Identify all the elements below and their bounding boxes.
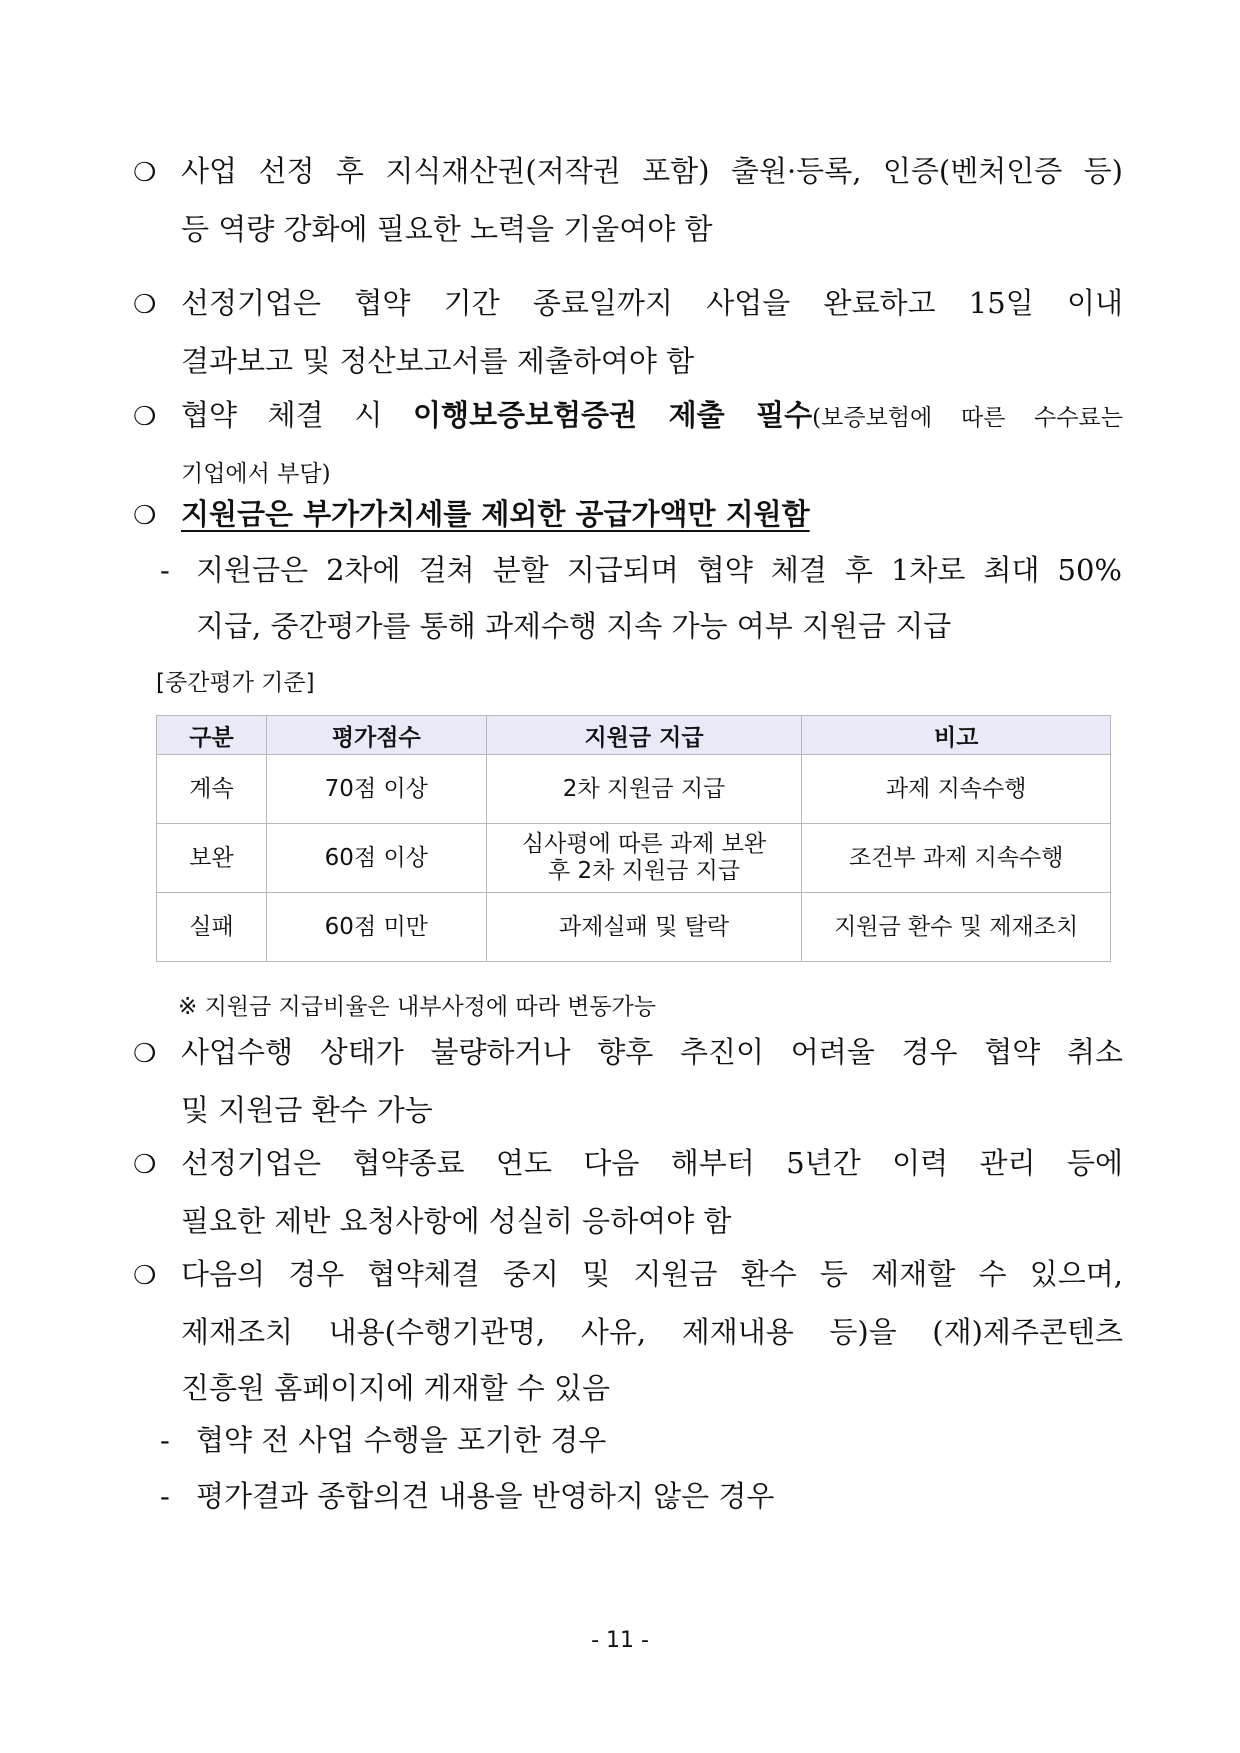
table-cell: 70점 이상 [266, 755, 486, 824]
table-cell: 조건부 과제 지속수행 [802, 824, 1111, 893]
table-cell [486, 755, 802, 824]
evaluation-criteria-table [156, 715, 1111, 962]
column-header: 구분 [157, 716, 267, 755]
paragraph-text: 진흥원 홈페이지에 게재할 수 있음 [181, 1371, 611, 1405]
paragraph-text: 및 지원금 환수 가능 [181, 1093, 433, 1127]
column-header: 지원금 지급 [486, 716, 802, 755]
paragraph-text: 지급, 중간평가를 통해 과제수행 지속 가능 여부 지원금 지급 [196, 609, 952, 643]
circle-bullet-icon: ❍ [133, 1150, 157, 1180]
paragraph-text: 결과보고 및 정산보고서를 제출하여야 함 [181, 344, 695, 378]
dash-marker: - [160, 1423, 170, 1457]
cell-text: 2차 지원금 지급 [562, 775, 726, 802]
table-row [157, 893, 1111, 962]
paragraph-text: 필요한 제반 요청사항에 성실히 응하여야 함 [181, 1204, 732, 1238]
table-cell: 60점 이상 [266, 824, 486, 893]
paragraph-text: 제재조치 내용(수행기관명, 사유, 제재내용 등)을 (재)제주콘텐츠 [181, 1315, 1123, 1349]
dash-item-opinion [160, 1468, 1122, 1524]
paragraph-text: 선정기업은 협약 기간 종료일까지 사업을 완료하고 15일 이내 [181, 286, 1123, 320]
circle-bullet-icon: ❍ [133, 290, 157, 320]
bullet-paragraph-insurance [133, 387, 1123, 502]
page-number: - 11 - [591, 1628, 649, 1653]
table-note: ※ 지원금 지급비율은 내부사정에 따라 변동가능 [178, 994, 656, 1020]
paragraph-text: 평가결과 종합의견 내용을 반영하지 않은 경우 [196, 1479, 775, 1513]
bullet-paragraph-completion [133, 275, 1123, 389]
underlined-emphasis-text: 지원금은 부가가치세를 제외한 공급가액만 지원함 [181, 497, 810, 531]
circle-bullet-icon: ❍ [133, 1039, 157, 1069]
circle-bullet-icon: ❍ [133, 1261, 157, 1291]
dash-paragraph-payment [160, 542, 1122, 654]
note-text: (보증보험에 따른 수수료는 [812, 405, 1123, 431]
table-cell [486, 893, 802, 962]
emphasis-text: 이행보증보험증권 제출 필수 [412, 398, 813, 432]
paragraph-text: 지원금은 2차에 걸쳐 분할 지급되며 협약 체결 후 1차로 최대 50% [196, 553, 1122, 587]
table-header-row [157, 716, 1111, 755]
table-cell: 지원금 환수 및 제재조치 [802, 893, 1111, 962]
cell-text: 과제실패 및 탈락 [558, 913, 730, 940]
table-cell: 실패 [157, 893, 267, 962]
table-cell: 과제 지속수행 [802, 755, 1111, 824]
table-cell: 보완 [157, 824, 267, 893]
column-header: 비고 [802, 716, 1111, 755]
paragraph-text: 등 역량 강화에 필요한 노력을 기울여야 함 [181, 212, 713, 246]
table-row [157, 755, 1111, 824]
bullet-paragraph-ip [133, 143, 1123, 257]
table-cell [486, 824, 802, 893]
circle-bullet-icon: ❍ [133, 158, 157, 188]
table-cell: 60점 미만 [266, 893, 486, 962]
dash-item-abandon [160, 1412, 1122, 1468]
paragraph-text: 선정기업은 협약종료 연도 다음 해부터 5년간 이력 관리 등에 [181, 1146, 1123, 1180]
cell-text: 심사평에 따른 과제 보완 [521, 831, 767, 857]
bullet-paragraph-cancellation [133, 1024, 1123, 1138]
bullet-paragraph-vat [133, 486, 1123, 544]
note-text: 기업에서 부담) [181, 461, 331, 487]
circle-bullet-icon: ❍ [133, 501, 157, 531]
table-caption: [중간평가 기준] [156, 670, 315, 696]
cell-text: 후 2차 지원금 지급 [547, 858, 741, 884]
dash-marker: - [160, 1479, 170, 1513]
paragraph-text: 협약 체결 시 [181, 398, 413, 432]
table-row [157, 824, 1111, 893]
table-cell: 계속 [157, 755, 267, 824]
bullet-paragraph-sanctions [133, 1246, 1123, 1416]
dash-marker: - [160, 553, 170, 587]
paragraph-text: 협약 전 사업 수행을 포기한 경우 [196, 1423, 607, 1457]
paragraph-text: 사업 선정 후 지식재산권(저작권 포함) 출원·등록, 인증(벤처인증 등) [181, 154, 1123, 188]
column-header: 평가점수 [266, 716, 486, 755]
paragraph-text: 다음의 경우 협약체결 중지 및 지원금 환수 등 제재할 수 있으며, [181, 1257, 1123, 1291]
circle-bullet-icon: ❍ [133, 402, 157, 432]
bullet-paragraph-history [133, 1135, 1123, 1249]
paragraph-text: 사업수행 상태가 불량하거나 향후 추진이 어려울 경우 협약 취소 [181, 1035, 1123, 1069]
